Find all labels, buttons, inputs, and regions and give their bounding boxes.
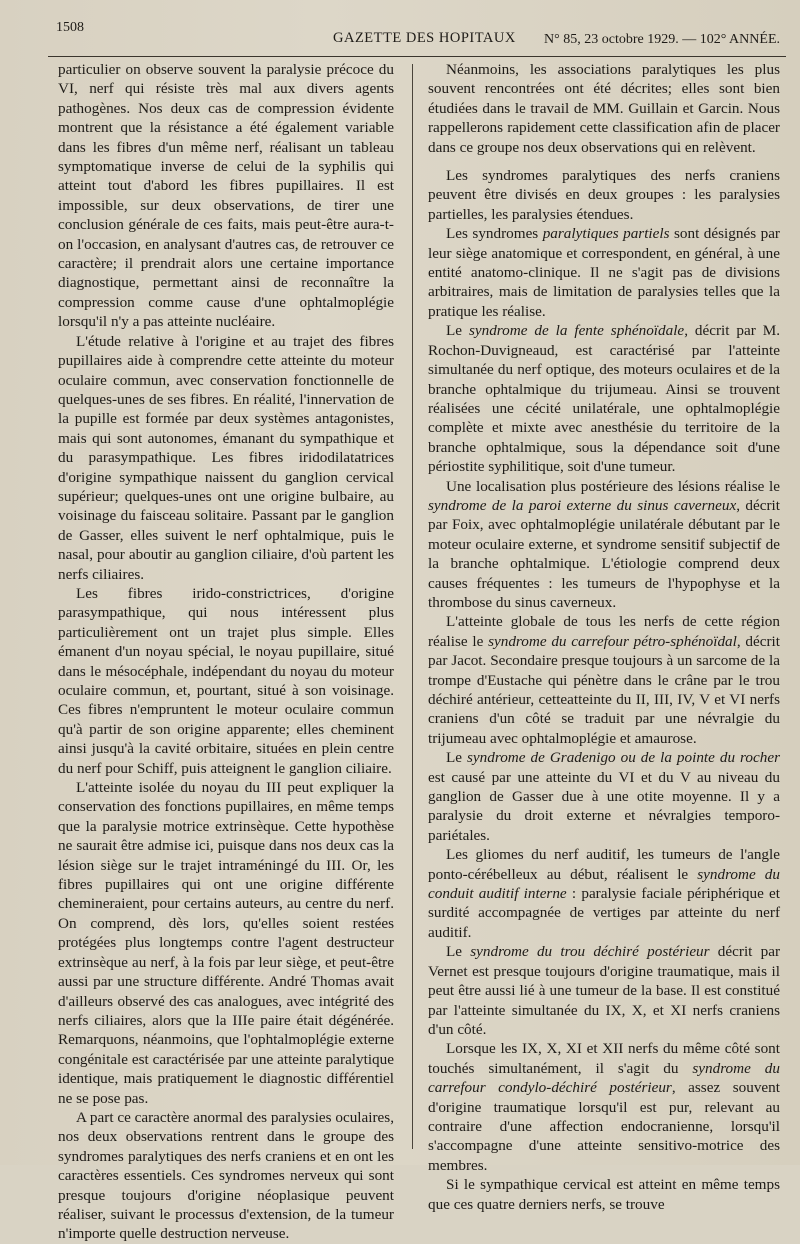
paragraph (428, 612, 780, 748)
text-run: Si le sympathique cervical est atteint en même temps que ces quatre derniers nerfs, se trouve (428, 1176, 780, 1213)
italic-text: syndrome de Gradenigo ou de la pointe du rocher (467, 749, 780, 767)
text-run: Les syndromes (446, 225, 543, 243)
text-run: L'étude relative à l'origine et au trajet des fibres pupillaires aide à comprendre cette atteinte du moteur oculaire commun, avec conservation fonctionnelle de quelques-unes de ses fibres. En réalité, l'innervation de la pupille est formée par deux systèmes antagonistes, mais qui sont autonomes, émanant du sympathique et du parasympathique. Les fibres iridodilatatrices d'origine sympathique naissent du ganglion cervical supérieur; quelques-unes ont une origine bulbaire, au voisinage du faisceau solitaire. Passant par le ganglion de Gasser, elles suivent le nerf ophtalmique, puis le nasal, pour aboutir au ganglion ciliaire, d'où partent les nerfs ciliaires. (58, 332, 394, 583)
italic-text: syndrome de la fente sphénoïdale (468, 322, 685, 340)
text-run: , assez souvent d'origine traumatique lorsqu'il est pur, relevant au contraire d'une affection endocranienne, lorsqu'il s'accompagne d'une atteinte sensitivo-motrice des membres. (428, 1079, 780, 1174)
article-body (58, 60, 784, 1243)
text-run: L'atteinte globale de tous les nerfs de cette région réalise le (428, 613, 780, 650)
text-run: , décrit par Jacot. Secondaire presque toujours à un sarcome de la trompe d'Eustache qui pénètre dans le crâne par le trou déchiré antérieur, cetteatteinte du II, III, IV, V et VI nerfs craniens d'un côté se traduit par une névralgie du trijumeau avec ophtalmoplégie et amaurose. (428, 632, 780, 747)
italic-text: syndrome du carrefour pétro-sphénoïdal (488, 632, 737, 650)
text-run: Le (446, 943, 471, 961)
right-column (428, 60, 781, 1213)
paragraph (428, 1039, 780, 1175)
paragraph (428, 477, 780, 613)
left-column (58, 60, 394, 1243)
text-run: L'atteinte isolée du noyau du III peut expliquer la conservation des fonctions pupillaires, en même temps que la paralysie motrice extrinsèque. Cette hypothèse ne saurait être admise ici, puisque dans nos deux cas la lésion siège sur le trajet intraméningé du III. Or, les fibres pupillaires qui ont une origine différente chemineraient, pour certains auteurs, au centre du nerf. On comprend, dès lors, qu'elles soient restées protégées plus longtemps contre l'agent destructeur extrinsèque au nerf, à la fois par leur siège, et peut-être aussi par une structure différente. André Thomas avait d'ailleurs observé des cas analogues, avec intégrité des nerfs ciliaires, alors que la IIIe paire était dégénérée. Remarquons, néanmoins, que l'ophtalmoplégie externe congénitale est caractérisée par une atteinte paralytique identique, mais pratiquement le diagnostic différentiel ne se pose pas. (58, 779, 394, 1107)
italic-text: syndrome de la paroi externe du sinus caverneux (428, 496, 737, 514)
column-divider (412, 64, 413, 1149)
paragraph (58, 60, 394, 332)
text-run: A part ce caractère anormal des paralysies oculaires, nos deux observations rentrent dans le groupe des syndromes paralytiques des nerfs craniens et en ont les caractères essentiels. Ces syndromes nerveux qui sont presque toujours d'origine néoplasique peuvent réaliser, suivant le processus d'extension, de la tumeur n'importe quelle destruction nerveuse. (58, 1108, 394, 1243)
paragraph (58, 778, 394, 1108)
text-run: Les fibres irido-constrictrices, d'origine parasympathique, qui nous intéressent plus particulièrement ont un trajet plus simple. Elles émanent d'un noyau spécial, le noyau pupillaire, situé dans le mésocéphale, indépendant du noyau du moteur oculaire commun, et, pourtant, situé à son voisinage. Ces fibres n'empruntent le moteur oculaire commun qu'à partir de son origine apparente; elles cheminent ainsi jusqu'à la cavité orbitaire, situées en plein centre du nerf pour Schiff, puis atteignent le ganglion ciliaire. (58, 584, 394, 777)
italic-text: syndrome du conduit auditif interne (428, 865, 780, 903)
paragraph (428, 748, 780, 845)
text-run: , décrit par M. Rochon-Duvigneaud, est caractérisé par l'atteinte simultanée du nerf optique, des moteurs oculaires et de la branche ophtalmique du trijumeau. Ainsi se trouvent réalisées une cécité unilatérale, une ophtalmoplégie complète et mixte avec anesthésie du territoire de la branche ophtalmique, sous la dépendance soit d'une périostite syphilitique, soit d'une tumeur. (428, 322, 781, 476)
paragraph (428, 60, 780, 157)
text-run: sont désignés par leur siège anatomique et correspondent, en général, à une entité anatomo-clinique. Il ne s'agit pas de divisions arbitraires, mais de limitation de paralysies telles que la pratique les réalise. (428, 225, 780, 320)
text-run: Le (446, 322, 469, 340)
italic-text: paralytiques partiels (542, 225, 670, 243)
paragraph (58, 332, 394, 584)
text-run: est causé par une atteinte du VI et du V au niveau du ganglion de Gasser due à une otite moyenne. Il y a paralysie du droit externe et névralgies temporo-pariétales. (428, 768, 780, 844)
paragraph (428, 1175, 780, 1214)
italic-text: syndrome du trou déchiré postérieur (470, 943, 710, 961)
text-run: Lorsque les IX, X, XI et XII nerfs du même côté sont touchés simultanément, il s'agit du (428, 1040, 780, 1077)
page-header (48, 16, 786, 58)
paragraph (58, 584, 394, 778)
text-run: décrit par Vernet est presque toujours d'origine traumatique, mais il peut être aussi lié à une tumeur de la base. Il est constitué par l'atteinte simultanée du IX, X, et XI nerfs craniens d'un côté. (428, 943, 780, 1038)
text-run: particulier on observe souvent la paralysie précoce du VI, nerf qui résiste très mal aux divers agents pathogènes. Nos deux cas de compression évidente montrent que la résistance a été également variable dans les fibres d'un même nerf, réalisant un tableau symptomatique inverse de celui de la syphilis qui atteint tout d'abord les fibres pupillaires. Il est impossible, sur deux observations, de tirer une conclusion générale de ces faits, mais peut-être aura-t-on l'occasion, en analysant d'autres cas, de retrouver ce caractère; il prendrait alors une certaine importance diagnostique, permettant ainsi de reconnaître la compression comme cause d'une ophtalmoplégie lorsqu'il n'y a pas atteinte nucléaire. (58, 61, 394, 331)
text-run: Les gliomes du nerf auditif, les tumeurs de l'angle ponto-cérébelleux au début, réalisent le (428, 846, 780, 883)
text-run: Le (446, 749, 468, 767)
header-rule (48, 56, 786, 57)
text-run: Une localisation plus postérieure des lésions réalise le (446, 477, 780, 495)
text-run: , décrit par Foix, avec ophtalmoplégie unilatérale débutant par le moteur oculaire externe, et syndrome sensitif subjectif de la branche ophtalmique. L'étiologie comprend deux causes fréquentes : les tumeurs de l'hypophyse et la thrombose du sinus caverneux. (428, 496, 780, 611)
text-run: Néanmoins, les associations paralytiques les plus souvent rencontrées ont été décrites; elles sont bien étudiées dans le travail de MM. Guillain et Garcin. Nous rappellerons rapidement cette classification afin de placer dans ce groupe nos deux observations qui en relèvent. (428, 61, 780, 156)
paragraph (58, 1108, 394, 1244)
page-number: 1508 (56, 20, 84, 35)
paragraph (428, 224, 780, 321)
paragraph (428, 166, 780, 224)
issue-info: N° 85, 23 octobre 1929. — 102° ANNÉE. (544, 32, 780, 47)
paragraph (428, 942, 780, 1039)
italic-text: syndrome du carrefour condylo-déchiré postérieur (428, 1059, 780, 1097)
journal-title: GAZETTE DES HOPITAUX (333, 30, 516, 46)
paragraph (428, 321, 780, 476)
text-run: Les syndromes paralytiques des nerfs craniens peuvent être divisés en deux groupes : les paralysies partielles, les paralysies étendues. (428, 167, 780, 223)
text-run: : paralysie faciale périphérique et surdité accompagnée de vertiges par atteinte du nerf auditif. (428, 885, 780, 941)
paragraph (428, 845, 780, 942)
